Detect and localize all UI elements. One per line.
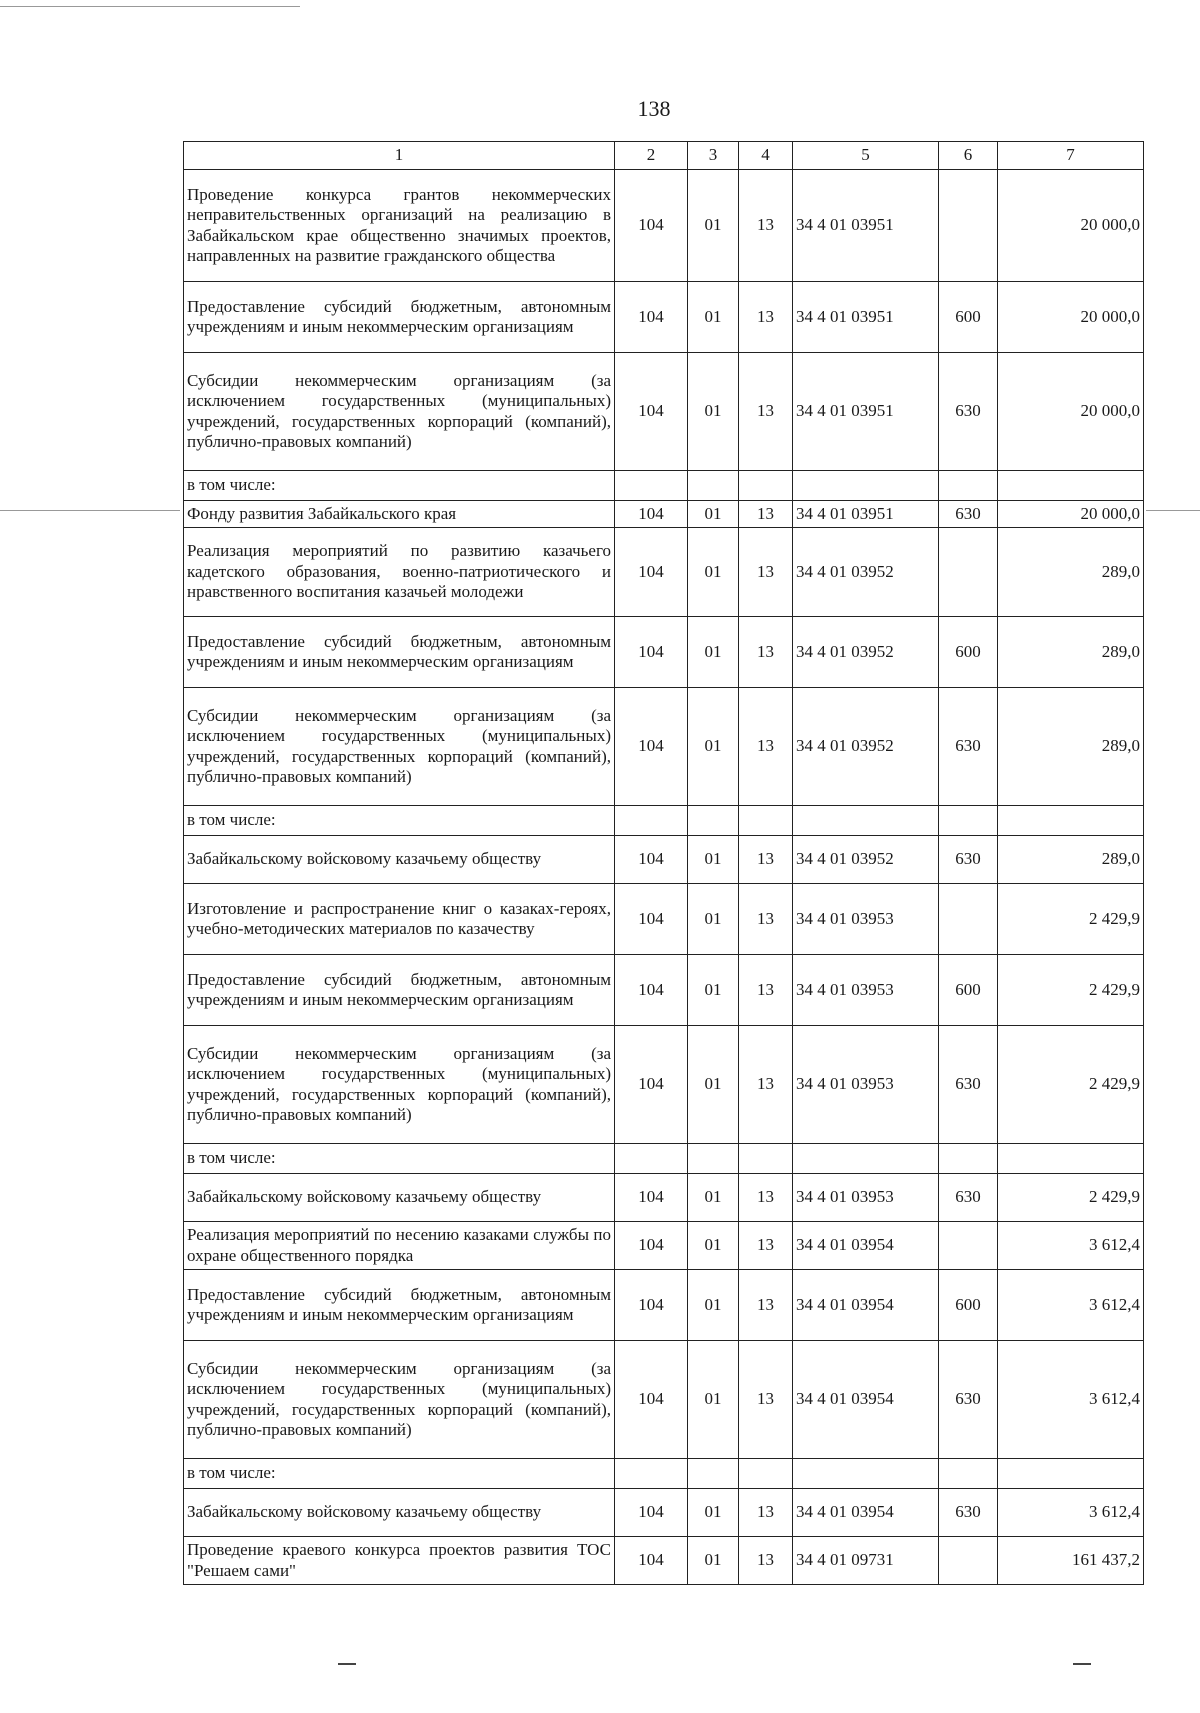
row-target-code: 34 4 01 03954 (793, 1341, 939, 1459)
row-expense-type: 630 (939, 836, 998, 884)
row-code-4: 13 (739, 1341, 793, 1459)
table-row (184, 1537, 1144, 1585)
row-code-3: 01 (688, 617, 739, 688)
column-header: 4 (739, 142, 793, 170)
row-target-code: 34 4 01 09731 (793, 1537, 939, 1585)
row-code-4: 13 (739, 1222, 793, 1270)
row-expense-type: 630 (939, 1341, 998, 1459)
row-target-code: 34 4 01 03953 (793, 1174, 939, 1222)
row-target-code: 34 4 01 03953 (793, 955, 939, 1026)
row-description: Забайкальскому войсковому казачьему обществу (184, 836, 615, 884)
row-expense-type (939, 170, 998, 282)
row-code-4: 13 (739, 1174, 793, 1222)
table-row (184, 1489, 1144, 1537)
row-expense-type: 600 (939, 955, 998, 1026)
row-amount: 3 612,4 (998, 1270, 1144, 1341)
row-expense-type: 630 (939, 1489, 998, 1537)
row-expense-type: 600 (939, 1270, 998, 1341)
table-row (184, 1341, 1144, 1459)
row-code-3: 01 (688, 1222, 739, 1270)
row-target-code: 34 4 01 03954 (793, 1222, 939, 1270)
row-amount: 289,0 (998, 617, 1144, 688)
table-row (184, 1222, 1144, 1270)
row-target-code: 34 4 01 03951 (793, 353, 939, 471)
row-code-3 (688, 1144, 739, 1174)
row-target-code: 34 4 01 03954 (793, 1489, 939, 1537)
column-header: 1 (184, 142, 615, 170)
row-description: Предоставление субсидий бюджетным, автономным учреждениям и иным некоммерческим организациям (184, 955, 615, 1026)
row-expense-type: 630 (939, 688, 998, 806)
row-code-2: 104 (615, 617, 688, 688)
row-description: Реализация мероприятий по развитию казачьего кадетского образования, военно-патриотического и нравственного воспитания казачьей молодежи (184, 528, 615, 617)
row-amount (998, 1459, 1144, 1489)
row-code-4 (739, 1144, 793, 1174)
row-code-3: 01 (688, 1270, 739, 1341)
row-target-code: 34 4 01 03952 (793, 617, 939, 688)
row-amount: 20 000,0 (998, 501, 1144, 528)
row-description: Фонду развития Забайкальского края (184, 501, 615, 528)
table-row (184, 1144, 1144, 1174)
row-code-2: 104 (615, 955, 688, 1026)
row-code-3: 01 (688, 955, 739, 1026)
row-code-2 (615, 806, 688, 836)
row-code-2: 104 (615, 528, 688, 617)
row-description: в том числе: (184, 471, 615, 501)
row-target-code: 34 4 01 03951 (793, 501, 939, 528)
row-code-2: 104 (615, 1174, 688, 1222)
row-amount: 2 429,9 (998, 1174, 1144, 1222)
row-target-code: 34 4 01 03951 (793, 170, 939, 282)
row-target-code (793, 806, 939, 836)
table-row (184, 282, 1144, 353)
row-code-4: 13 (739, 955, 793, 1026)
row-target-code (793, 471, 939, 501)
row-target-code: 34 4 01 03952 (793, 836, 939, 884)
row-expense-type: 630 (939, 501, 998, 528)
row-code-3: 01 (688, 353, 739, 471)
row-code-3: 01 (688, 1341, 739, 1459)
row-expense-type (939, 471, 998, 501)
row-code-3 (688, 806, 739, 836)
row-amount: 3 612,4 (998, 1489, 1144, 1537)
row-code-4: 13 (739, 836, 793, 884)
row-amount: 2 429,9 (998, 884, 1144, 955)
row-target-code (793, 1459, 939, 1489)
row-code-4: 13 (739, 353, 793, 471)
table-row (184, 170, 1144, 282)
row-amount: 2 429,9 (998, 955, 1144, 1026)
row-code-4: 13 (739, 1270, 793, 1341)
budget-table (183, 141, 1144, 1585)
row-code-2: 104 (615, 884, 688, 955)
row-expense-type: 630 (939, 1174, 998, 1222)
table-row (184, 1270, 1144, 1341)
row-code-4: 13 (739, 282, 793, 353)
row-amount: 20 000,0 (998, 170, 1144, 282)
row-code-3 (688, 471, 739, 501)
row-description: Предоставление субсидий бюджетным, автономным учреждениям и иным некоммерческим организациям (184, 282, 615, 353)
column-header: 3 (688, 142, 739, 170)
row-amount (998, 1144, 1144, 1174)
row-amount: 289,0 (998, 836, 1144, 884)
row-target-code: 34 4 01 03954 (793, 1270, 939, 1341)
row-code-2: 104 (615, 170, 688, 282)
column-header: 2 (615, 142, 688, 170)
row-code-4: 13 (739, 1537, 793, 1585)
row-expense-type (939, 1537, 998, 1585)
footer-dash (338, 1663, 356, 1665)
column-header: 6 (939, 142, 998, 170)
row-expense-type (939, 528, 998, 617)
row-code-2: 104 (615, 282, 688, 353)
table-row (184, 617, 1144, 688)
row-code-3: 01 (688, 501, 739, 528)
row-expense-type (939, 806, 998, 836)
row-target-code: 34 4 01 03952 (793, 528, 939, 617)
column-header: 5 (793, 142, 939, 170)
row-code-3 (688, 1459, 739, 1489)
row-description: в том числе: (184, 806, 615, 836)
table-row (184, 836, 1144, 884)
row-code-2 (615, 471, 688, 501)
row-code-2 (615, 1459, 688, 1489)
row-code-2: 104 (615, 1341, 688, 1459)
row-target-code: 34 4 01 03953 (793, 884, 939, 955)
row-code-2: 104 (615, 1026, 688, 1144)
row-description: Реализация мероприятий по несению казаками службы по охране общественного порядка (184, 1222, 615, 1270)
scan-margin-line (0, 510, 180, 511)
row-amount: 3 612,4 (998, 1341, 1144, 1459)
row-description: Предоставление субсидий бюджетным, автономным учреждениям и иным некоммерческим организациям (184, 617, 615, 688)
row-description: Субсидии некоммерческим организациям (за исключением государственных (муниципальных) учреждений, государственных корпораций (компаний), публично-правовых компаний) (184, 688, 615, 806)
row-amount: 20 000,0 (998, 353, 1144, 471)
row-description: Проведение краевого конкурса проектов развития ТОС "Решаем сами" (184, 1537, 615, 1585)
row-code-3: 01 (688, 528, 739, 617)
row-code-4 (739, 1459, 793, 1489)
row-code-2: 104 (615, 688, 688, 806)
row-code-4: 13 (739, 617, 793, 688)
row-code-3: 01 (688, 836, 739, 884)
row-expense-type: 630 (939, 1026, 998, 1144)
row-description: Субсидии некоммерческим организациям (за исключением государственных (муниципальных) учреждений, государственных корпораций (компаний), публично-правовых компаний) (184, 353, 615, 471)
row-amount: 161 437,2 (998, 1537, 1144, 1585)
table-row (184, 1026, 1144, 1144)
row-expense-type (939, 1144, 998, 1174)
footer-dash (1073, 1663, 1091, 1665)
row-code-2: 104 (615, 501, 688, 528)
row-code-4: 13 (739, 528, 793, 617)
row-code-4 (739, 806, 793, 836)
table-row (184, 528, 1144, 617)
row-code-4: 13 (739, 688, 793, 806)
row-description: Забайкальскому войсковому казачьему обществу (184, 1174, 615, 1222)
page-number: 138 (637, 96, 671, 121)
row-code-3: 01 (688, 1174, 739, 1222)
scan-edge-line (0, 6, 300, 7)
row-amount (998, 471, 1144, 501)
row-code-2: 104 (615, 1270, 688, 1341)
row-expense-type: 630 (939, 353, 998, 471)
row-code-4: 13 (739, 1026, 793, 1144)
row-code-2 (615, 1144, 688, 1174)
row-expense-type: 600 (939, 617, 998, 688)
row-description: Проведение конкурса грантов некоммерческих неправительственных организаций на реализацию в Забайкальском крае общественно значимых проектов, направленных на развитие гражданского общества (184, 170, 615, 282)
row-code-3: 01 (688, 884, 739, 955)
row-code-4: 13 (739, 501, 793, 528)
row-code-4: 13 (739, 1489, 793, 1537)
table-row (184, 353, 1144, 471)
row-description: Субсидии некоммерческим организациям (за исключением государственных (муниципальных) учреждений, государственных корпораций (компаний), публично-правовых компаний) (184, 1341, 615, 1459)
table-row (184, 501, 1144, 528)
row-code-3: 01 (688, 1489, 739, 1537)
row-description: в том числе: (184, 1459, 615, 1489)
table-row (184, 471, 1144, 501)
row-amount: 289,0 (998, 688, 1144, 806)
row-code-4: 13 (739, 884, 793, 955)
row-amount: 3 612,4 (998, 1222, 1144, 1270)
scan-margin-line (1146, 510, 1200, 511)
row-description: Предоставление субсидий бюджетным, автономным учреждениям и иным некоммерческим организациям (184, 1270, 615, 1341)
row-description: в том числе: (184, 1144, 615, 1174)
row-code-3: 01 (688, 282, 739, 353)
row-code-2: 104 (615, 1222, 688, 1270)
row-amount (998, 806, 1144, 836)
row-target-code: 34 4 01 03951 (793, 282, 939, 353)
row-expense-type (939, 1222, 998, 1270)
row-code-2: 104 (615, 836, 688, 884)
row-amount: 289,0 (998, 528, 1144, 617)
table-row (184, 806, 1144, 836)
table-row (184, 688, 1144, 806)
row-code-2: 104 (615, 353, 688, 471)
table-row (184, 884, 1144, 955)
row-description: Изготовление и распространение книг о казаках-героях, учебно-методических материалов по казачеству (184, 884, 615, 955)
row-expense-type (939, 884, 998, 955)
row-code-3: 01 (688, 688, 739, 806)
row-description: Забайкальскому войсковому казачьему обществу (184, 1489, 615, 1537)
row-code-3: 01 (688, 1537, 739, 1585)
row-code-2: 104 (615, 1537, 688, 1585)
row-expense-type: 600 (939, 282, 998, 353)
row-code-4: 13 (739, 170, 793, 282)
row-code-4 (739, 471, 793, 501)
table-row (184, 1459, 1144, 1489)
column-header: 7 (998, 142, 1144, 170)
row-target-code: 34 4 01 03952 (793, 688, 939, 806)
row-code-2: 104 (615, 1489, 688, 1537)
row-target-code (793, 1144, 939, 1174)
row-amount: 2 429,9 (998, 1026, 1144, 1144)
table-header-row (184, 142, 1144, 170)
row-code-3: 01 (688, 1026, 739, 1144)
row-target-code: 34 4 01 03953 (793, 1026, 939, 1144)
row-amount: 20 000,0 (998, 282, 1144, 353)
row-code-3: 01 (688, 170, 739, 282)
table-row (184, 1174, 1144, 1222)
table-row (184, 955, 1144, 1026)
row-description: Субсидии некоммерческим организациям (за исключением государственных (муниципальных) учреждений, государственных корпораций (компаний), публично-правовых компаний) (184, 1026, 615, 1144)
row-expense-type (939, 1459, 998, 1489)
